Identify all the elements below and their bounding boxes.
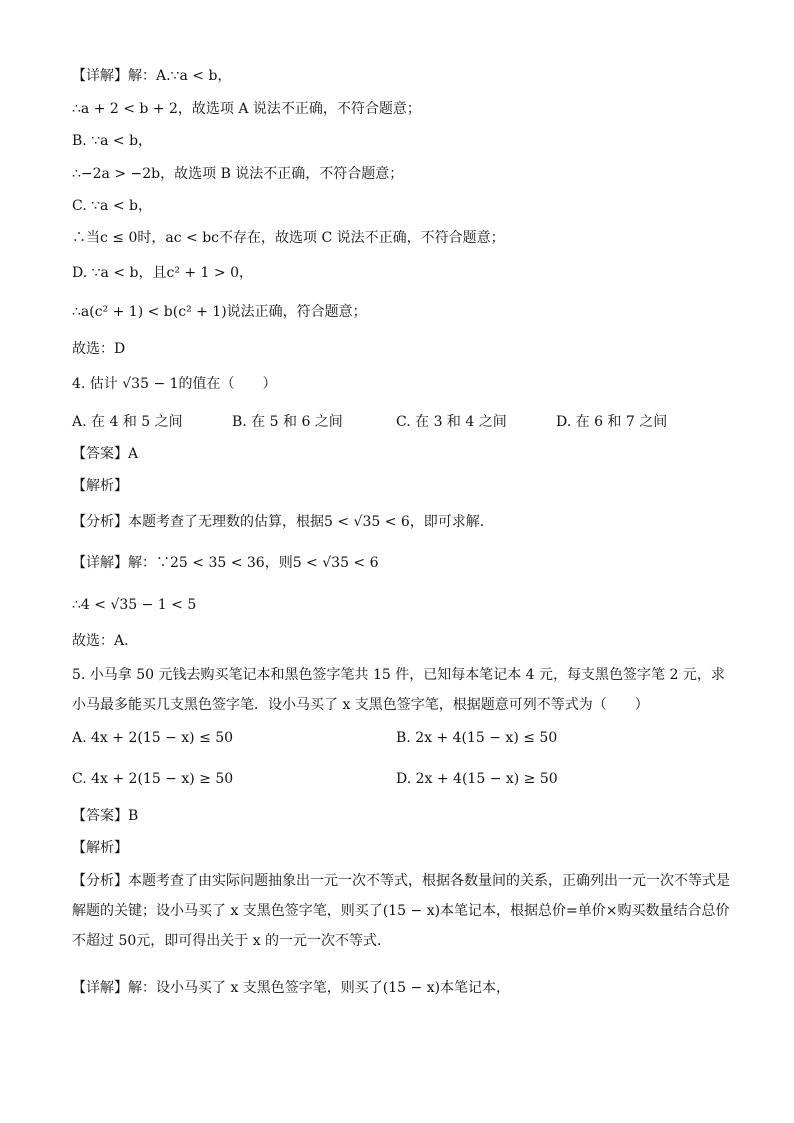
text-line: 【详解】解：设小马买了 x 支黑色签字笔，则买了(15 − x)本笔记本， [72, 980, 511, 996]
text-line: 故选：A． [72, 633, 139, 649]
analysis-paragraph: 【分析】本题考查了由实际问题抽象出一元一次不等式，根据各数量间的关系，正确列出一元一次不等式是解题的关键；设小马买了 x 支黑色签字笔，则买了(15 − x)本笔记本，根据总价=单价×购买数量结合总价不超过 50元，即可得出关于 x 的一元一次不等式． [72, 873, 730, 949]
analysis-label: 【解析】 [72, 840, 128, 856]
text-line: ∴当c ≤ 0时，ac < bc不存在，故选项 C 说法不正确，不符合题意； [72, 230, 505, 246]
question-4-stem: 4. 估计 √35 − 1的值在（ ） [72, 376, 277, 392]
text-line: ∴4 < √35 − 1 < 5 [72, 597, 197, 613]
question-4-option-b: B. 在 5 和 6 之间 [232, 414, 343, 430]
question-4-option-d: D. 在 6 和 7 之间 [556, 414, 668, 430]
question-4-option-a: A. 在 4 和 5 之间 [72, 414, 183, 430]
analysis-label: 【解析】 [72, 478, 128, 494]
question-5-option-c: C. 4x + 2(15 − x) ≥ 50 [72, 771, 234, 787]
text-line: D. ∵a < b，且c² + 1 > 0， [72, 265, 254, 281]
text-line: 【详解】解：A.∵a < b， [72, 68, 232, 84]
text-line: ∴a(c² + 1) < b(c² + 1)说法正确，符合题意； [72, 304, 367, 320]
text-line: B. ∵a < b， [72, 133, 153, 149]
text-line: 故选：D [72, 341, 126, 357]
question-5-option-d: D. 2x + 4(15 − x) ≥ 50 [396, 771, 558, 787]
text-line: C. ∵a < b， [72, 198, 152, 214]
question-5-option-a: A. 4x + 2(15 − x) ≤ 50 [72, 730, 234, 746]
text-line: ∴a + 2 < b + 2，故选项 A 说法不正确，不符合题意； [72, 101, 421, 117]
text-line: 【分析】本题考查了无理数的估算，根据5 < √35 < 6，即可求解． [72, 514, 494, 530]
text-line: 【详解】解：∵25 < 35 < 36，则5 < √35 < 6 [72, 555, 379, 571]
question-4-option-c: C. 在 3 和 4 之间 [396, 414, 507, 430]
question-5-stem: 5. 小马拿 50 元钱去购买笔记本和黑色签字笔共 15 件，已知每本笔记本 4 元，每支黑色签字笔 2 元，求小马最多能买几支黑色签字笔．设小马买了 x 支黑色签字笔，根据题意可列不等式为（ ） [72, 667, 725, 713]
text-line: ∴−2a > −2b，故选项 B 说法不正确，不符合题意； [72, 166, 404, 182]
answer-label: 【答案】A [72, 446, 139, 462]
question-5-option-b: B. 2x + 4(15 − x) ≤ 50 [396, 730, 558, 746]
answer-label: 【答案】B [72, 808, 139, 824]
